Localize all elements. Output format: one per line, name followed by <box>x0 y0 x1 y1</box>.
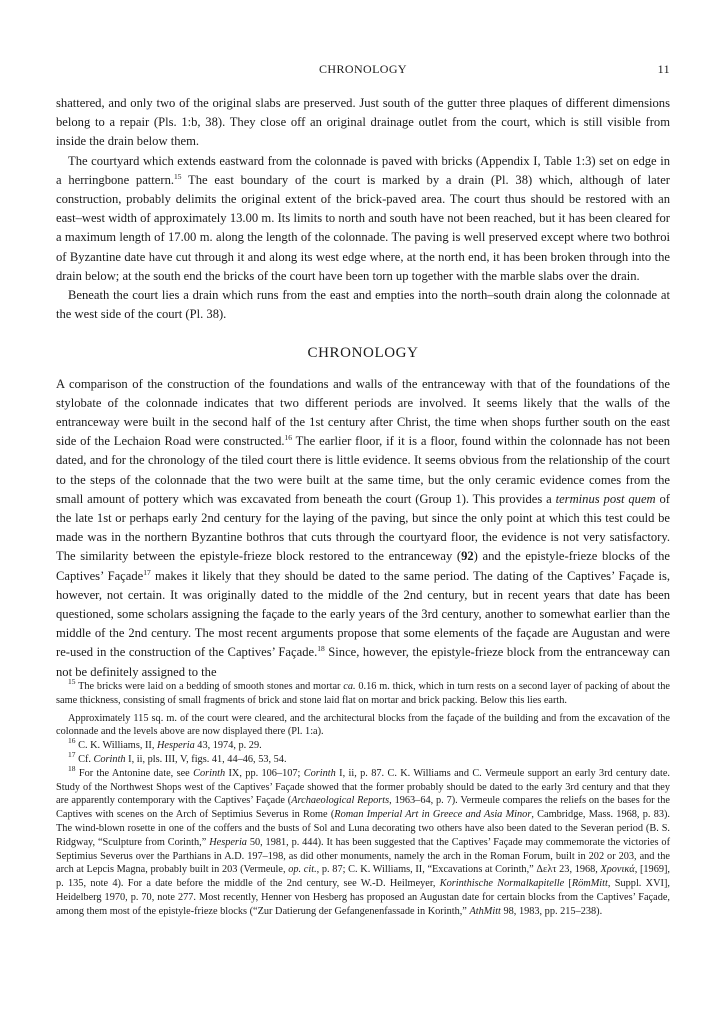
footnote-16: $^{16}$ C. K. Williams, II, Hesperia 43, 1974, p. 29. <box>68 736 262 752</box>
footnote-18: $^{18}$ For the Antonine date, see Corinth IX, pp. 106–107; Corinth I, ii, p. 87. C. K. Williams and C. Vermeule support an early 3rd century date. Study of the Northwest Shops west of the Captives’ Façade showed that the former probably should be dated to the early 3rd century and that they are apparently contemporary with the Captives’ Façade (Archaeological Reports, 1963–64, p. 7). Vermeule compares the reliefs on the bases for the Captives with scenes on the Arch of Septimius Severus in Rome (Roman Imperial Art in Greece and Asia Minor, Cambridge, Mass. 1968, p. 83). The wind-blown rosette in one of the coffers and the busts of Sol and Luna decorating two others have also been dated to the Severan period (B. S. Ridgway, “Sculpture from Corinth,” Hesperia 50, 1981, p. 444). It has been suggested that the Captives’ Façade may commemorate the victories of Septimius Severus over the Parthians in A.D. 197–198, as did other monuments, namely the arch in the Roman Forum, built in 202 or 203, and the arch at Lepcis Magna, probably built in 203 (Vermeule, op. cit., p. 87; C. K. Williams, II, “Excavations at Corinth,” Δελτ 23, 1968, Χρονικά, [1969], p. 135, note 4). For a date before the middle of the 2nd century, see W.-D. Heilmeyer, Korinthische Normalkapitelle [RömMitt, Suppl. XVI], Heidelberg 1970, p. 70, note 277. Most recently, Henner von Hesberg has proposed an Augustan date for certain blocks from the Captives’ Façade, among them most of the epistyle-frieze blocks (“Zur Datierung der Gefangenenfassade in Korinth,” AthMitt 98, 1983, pp. 215–238). <box>56 763 670 917</box>
running-title: CHRONOLOGY <box>319 62 407 76</box>
running-head <box>56 62 670 78</box>
footnote-ref[interactable]: 17 <box>143 567 151 577</box>
footnote-17: $^{17}$ Cf. Corinth I, ii, pls. III, V, figs. 41, 44–46, 53, 54. <box>68 749 287 765</box>
footnote-ref[interactable]: 15 <box>174 171 182 181</box>
footnote-ref[interactable]: 16 <box>284 433 293 443</box>
paragraph: Beneath the court lies a drain which runs from the east and empties into the north–south drain along the colonnade at the west side of the court (Pl. 38). <box>56 288 670 322</box>
paragraph: A comparison of the construction of the foundations and walls of the entranceway with that of the foundations of the stylobate of the colonnade indicates that two different periods are involved. It seems likely that the walls of the entranceway were built in the second half of the 1st century after Christ, the time when shops further south on the east side of the Lechaion Road were constructed.$^{16}$ The earlier floor, if it is a floor, found within the colonnade has not been dated, and for the chronology of the tiled court there is little evidence. It seems obvious from the relationship of the court to the steps of the colonnade that the two were built at the same time, but the only ceramic evidence comes from the small amount of pottery which was excavated from beneath the court (Group 1). This provides a terminus post quem of the late 1st or perhaps early 2nd century for the laying of the paving, but since the only point at which this test could be made was in the northern Byzantine bothros that cuts through the courtyard floor, the evidence is not very satisfactory. The similarity between the epistyle-frieze block restored to the entranceway (92) and the epistyle-frieze blocks of the Captives’ Façade$^{17}$ makes it likely that they should be dated to the same period. The dating of the Captives’ Façade is, however, not certain. It was originally dated to the middle of the 2nd century, but in recent years that date has been questioned, some scholars assigning the façade to the early years of the 3rd century, another to somewhat earlier than the middle of the 2nd century. The most recent arguments propose that some elements of the façade are Augustan and were re-used in the construction of the Captives’ Façade.$^{18}$ Since, however, the epistyle-frieze block from the entranceway can not be definitely assigned to the <box>56 376 671 679</box>
paragraph: shattered, and only two of the original slabs are preserved. Just south of the gutter three plaques of different dimensions belong to a repair (Pls. 1:b, 38). They close off an original drainage outlet from the court, which is still visible from inside the drain below them. <box>56 96 670 149</box>
section-heading: CHRONOLOGY <box>307 345 419 362</box>
page-number: 11 <box>657 62 670 76</box>
footnotes <box>56 677 670 919</box>
paragraph: The courtyard which extends eastward from the colonnade is paved with bricks (Appendix I, Table 1:3) set on edge in a herringbone pattern.$^{15}$ The east boundary of the court is marked by a drain (Pl. 38) which, although of later construction, probably delimits the original extent of the brick-paved area. The court thus should be restored with an east–west width of approximately 13.00 m. Its limits to north and south have not been reached, but it has been cleared for a maximum length of 17.00 m. along the length of the colonnade. The paving is well preserved except where two bothroi of Byzantine date have cut through it and along its west edge where, at the north end, it has been broken through into the drain below; at the south end the bricks of the court have been torn up together with the marble slabs over the drain. <box>56 153 670 283</box>
footnote-15: $^{15}$ The bricks were laid on a bedding of smooth stones and mortar ca. 0.16 m. thick, which in turn rests on a second layer of packing of about the same thickness, consisting of small fragments of brick and stone laid flat on mortar and brick packing. Below this lies earth. <box>56 677 670 706</box>
footnote-ref[interactable]: 18 <box>317 644 325 654</box>
footnote-15-continued: Approximately 115 sq. m. of the court were cleared, and the architectural blocks from the façade of the building and from the excavation of the colonnade and the levels above are now displayed there (Pl. 1:a). <box>56 712 670 738</box>
body-text <box>56 94 670 682</box>
